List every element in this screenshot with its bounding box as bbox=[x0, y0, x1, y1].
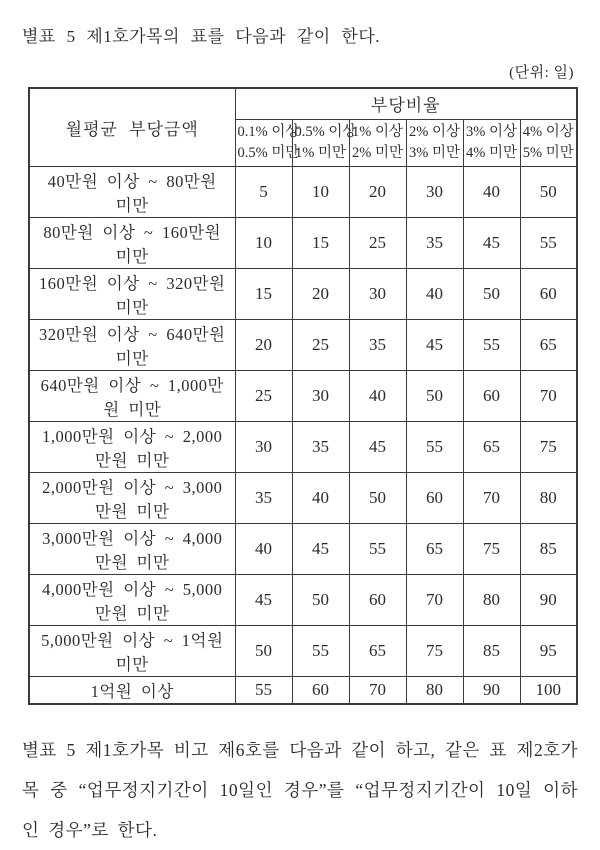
days-value-cell: 30 bbox=[406, 166, 463, 217]
amendment-line: 별표 5 제1호가목 비고 제6호를 다음과 같이 하고, 같은 표 제2호가 bbox=[22, 739, 578, 760]
ratio-col-header-line: 4% 미만 bbox=[466, 144, 517, 161]
days-value-cell: 100 bbox=[520, 676, 577, 704]
days-value-cell: 55 bbox=[406, 421, 463, 472]
table-row bbox=[29, 676, 577, 704]
ratio-col-header-line: 3% 이상 bbox=[466, 123, 517, 140]
amount-range-cell: 5,000만원 이상 ~ 1억원 미만 bbox=[29, 625, 235, 676]
days-value-cell: 50 bbox=[349, 472, 406, 523]
table-row bbox=[29, 574, 577, 625]
ratio-col-header-line: 3% 미만 bbox=[409, 144, 460, 161]
days-value-cell: 35 bbox=[235, 472, 292, 523]
days-value-cell: 5 bbox=[235, 166, 292, 217]
ratio-col-header-line: 0.5% 이상 bbox=[294, 123, 357, 140]
days-value-cell: 30 bbox=[235, 421, 292, 472]
amount-range-cell: 80만원 이상 ~ 160만원 미만 bbox=[29, 217, 235, 268]
ratio-col-header-1 bbox=[292, 119, 357, 166]
intro-text: 별표 5 제1호가목의 표를 다음과 같이 한다. bbox=[22, 27, 381, 46]
table-row bbox=[29, 268, 577, 319]
days-value-cell: 65 bbox=[520, 319, 577, 370]
days-value-cell: 75 bbox=[520, 421, 577, 472]
days-value-cell: 70 bbox=[463, 472, 520, 523]
ratio-col-header-4 bbox=[463, 119, 520, 166]
days-value-cell: 20 bbox=[349, 166, 406, 217]
days-value-cell: 30 bbox=[349, 268, 406, 319]
days-value-cell: 60 bbox=[463, 370, 520, 421]
days-value-cell: 60 bbox=[292, 676, 349, 704]
days-value-cell: 25 bbox=[235, 370, 292, 421]
days-value-cell: 40 bbox=[406, 268, 463, 319]
days-value-cell: 50 bbox=[520, 166, 577, 217]
days-value-cell: 35 bbox=[292, 421, 349, 472]
amount-range-cell: 3,000만원 이상 ~ 4,000만원 미만 bbox=[29, 523, 235, 574]
days-value-cell: 90 bbox=[520, 574, 577, 625]
table-row bbox=[29, 421, 577, 472]
days-value-cell: 65 bbox=[349, 625, 406, 676]
table-row bbox=[29, 523, 577, 574]
days-value-cell: 45 bbox=[292, 523, 349, 574]
amendment-line: 인 경우”로 한다. bbox=[22, 819, 158, 840]
days-value-cell: 15 bbox=[292, 217, 349, 268]
days-value-cell: 55 bbox=[349, 523, 406, 574]
table-row bbox=[29, 472, 577, 523]
ratio-col-header-line: 5% 미만 bbox=[522, 144, 574, 161]
days-value-cell: 50 bbox=[463, 268, 520, 319]
days-value-cell: 40 bbox=[463, 166, 520, 217]
amount-range-cell: 1,000만원 이상 ~ 2,000만원 미만 bbox=[29, 421, 235, 472]
days-value-cell: 80 bbox=[406, 676, 463, 704]
days-value-cell: 65 bbox=[406, 523, 463, 574]
days-value-cell: 95 bbox=[520, 625, 577, 676]
days-value-cell: 70 bbox=[520, 370, 577, 421]
days-value-cell: 85 bbox=[463, 625, 520, 676]
days-value-cell: 25 bbox=[349, 217, 406, 268]
amendment-line: 목 중 “업무정지기간이 10일인 경우”를 “업무정지기간이 10일 이하 bbox=[22, 779, 578, 800]
days-value-cell: 80 bbox=[463, 574, 520, 625]
amount-range-cell: 320만원 이상 ~ 640만원 미만 bbox=[29, 319, 235, 370]
amount-range-cell: 2,000만원 이상 ~ 3,000만원 미만 bbox=[29, 472, 235, 523]
days-value-cell: 85 bbox=[520, 523, 577, 574]
days-value-cell: 40 bbox=[292, 472, 349, 523]
ratio-col-header-0 bbox=[235, 119, 300, 166]
ratio-col-header-line: 4% 이상 bbox=[522, 123, 574, 140]
days-value-cell: 10 bbox=[292, 166, 349, 217]
days-value-cell: 45 bbox=[235, 574, 292, 625]
days-value-cell: 45 bbox=[406, 319, 463, 370]
days-value-cell: 70 bbox=[349, 676, 406, 704]
amount-range-cell: 40만원 이상 ~ 80만원 미만 bbox=[29, 166, 235, 217]
days-value-cell: 80 bbox=[520, 472, 577, 523]
days-value-cell: 55 bbox=[463, 319, 520, 370]
ratio-col-header-line: 2% 이상 bbox=[409, 123, 460, 140]
days-value-cell: 50 bbox=[292, 574, 349, 625]
ratio-col-header-5 bbox=[520, 119, 577, 166]
days-value-cell: 35 bbox=[406, 217, 463, 268]
row-header-title: 월평균 부당금액 bbox=[29, 88, 235, 166]
ratio-col-header-3 bbox=[406, 119, 463, 166]
unit-label: (단위: 일) bbox=[509, 65, 574, 81]
days-value-cell: 15 bbox=[235, 268, 292, 319]
days-value-cell: 60 bbox=[349, 574, 406, 625]
ratio-col-header-line: 1% 이상 bbox=[352, 123, 403, 140]
table-row bbox=[29, 166, 577, 217]
table-row bbox=[29, 217, 577, 268]
ratio-col-header-2 bbox=[349, 119, 406, 166]
column-group-header: 부당비율 bbox=[235, 88, 577, 119]
days-value-cell: 65 bbox=[463, 421, 520, 472]
days-value-cell: 50 bbox=[406, 370, 463, 421]
days-value-cell: 55 bbox=[292, 625, 349, 676]
days-value-cell: 20 bbox=[292, 268, 349, 319]
days-value-cell: 35 bbox=[349, 319, 406, 370]
ratio-col-header-line: 1% 미만 bbox=[295, 144, 346, 161]
days-value-cell: 40 bbox=[235, 523, 292, 574]
ratio-col-header-line: 0.5% 미만 bbox=[237, 144, 300, 161]
amount-range-cell: 4,000만원 이상 ~ 5,000만원 미만 bbox=[29, 574, 235, 625]
penalty-days-table bbox=[28, 87, 578, 705]
amount-range-cell: 640만원 이상 ~ 1,000만원 미만 bbox=[29, 370, 235, 421]
days-value-cell: 55 bbox=[235, 676, 292, 704]
days-value-cell: 40 bbox=[349, 370, 406, 421]
days-value-cell: 10 bbox=[235, 217, 292, 268]
table-row bbox=[29, 319, 577, 370]
days-value-cell: 90 bbox=[463, 676, 520, 704]
days-value-cell: 60 bbox=[406, 472, 463, 523]
ratio-col-header-line: 0.1% 이상 bbox=[237, 123, 300, 140]
days-value-cell: 70 bbox=[406, 574, 463, 625]
days-value-cell: 45 bbox=[463, 217, 520, 268]
days-value-cell: 75 bbox=[406, 625, 463, 676]
days-value-cell: 20 bbox=[235, 319, 292, 370]
amount-range-cell: 1억원 이상 bbox=[29, 676, 235, 704]
amendment-paragraph bbox=[22, 730, 578, 850]
days-value-cell: 75 bbox=[463, 523, 520, 574]
table-row bbox=[29, 625, 577, 676]
table-header-row-1 bbox=[29, 88, 577, 119]
days-value-cell: 55 bbox=[520, 217, 577, 268]
days-value-cell: 60 bbox=[520, 268, 577, 319]
ratio-col-header-line: 2% 미만 bbox=[352, 144, 403, 161]
amount-range-cell: 160만원 이상 ~ 320만원 미만 bbox=[29, 268, 235, 319]
days-value-cell: 30 bbox=[292, 370, 349, 421]
days-value-cell: 50 bbox=[235, 625, 292, 676]
days-value-cell: 45 bbox=[349, 421, 406, 472]
days-value-cell: 25 bbox=[292, 319, 349, 370]
table-row bbox=[29, 370, 577, 421]
